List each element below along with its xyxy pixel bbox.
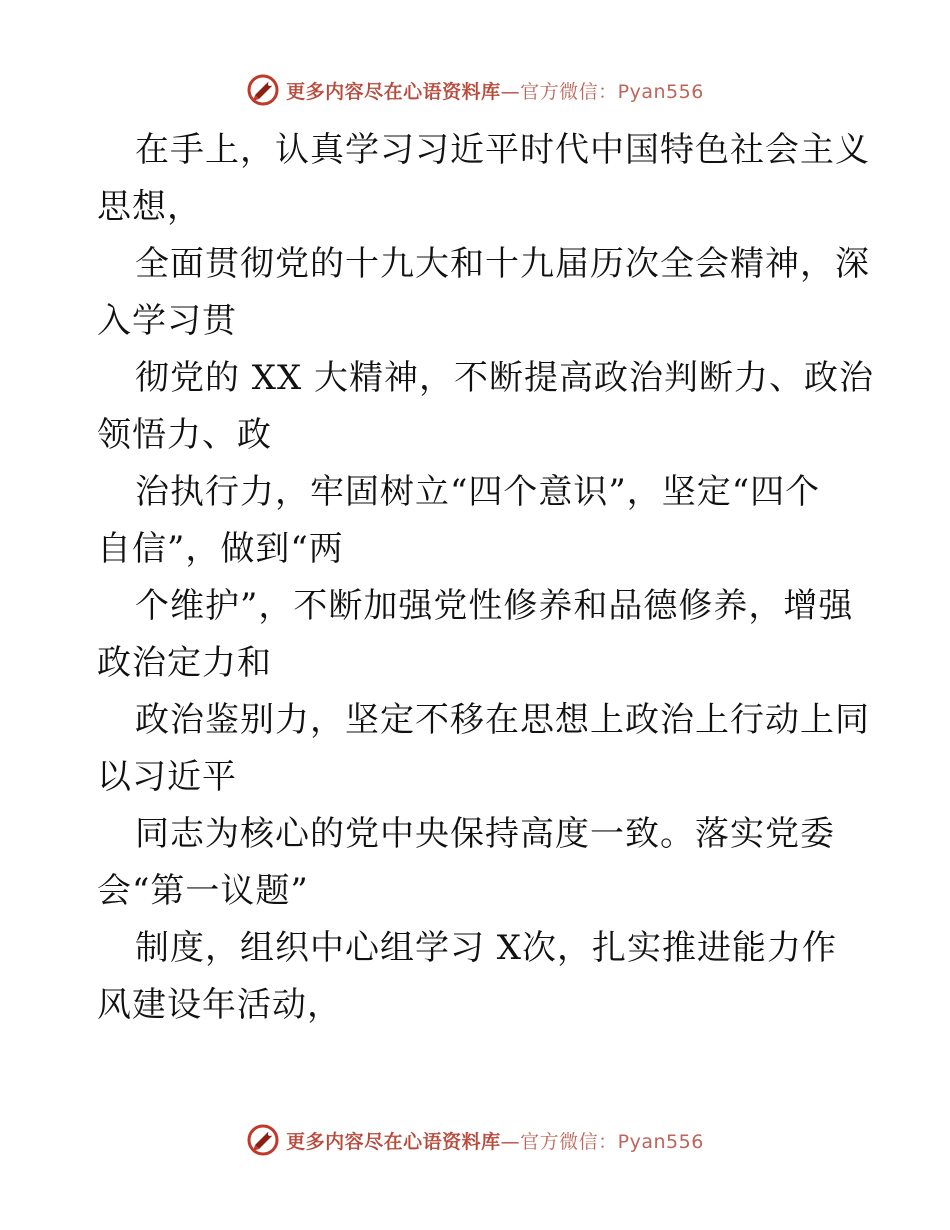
header-banner [0, 70, 950, 110]
body-line-3: 全面贯彻党的十九大和十九届历次全会精神，深 [135, 244, 870, 284]
header-separator: — [500, 80, 521, 103]
body-line-16: 风建设年活动， [97, 985, 342, 1025]
header-site-text: 更多内容尽在心语资料库 [286, 80, 501, 103]
body-line-5: 彻党的 XX 大精神，不断提高政治判断力、政治 [135, 358, 875, 398]
body-line-13: 同志为核心的党中央保持高度一致。落实党委 [135, 814, 835, 854]
footer-banner-inner [246, 1123, 704, 1157]
body-line-11: 政治鉴别力，坚定不移在思想上政治上行动上同 [135, 700, 870, 740]
footer-banner [0, 1120, 950, 1160]
footer-wechat-text: 官方微信：Pyan556 [520, 1130, 704, 1153]
body-line-15: 制度，组织中心组学习 X次，扎实推进能力作 [135, 928, 838, 968]
body-line-2: 思想， [97, 187, 202, 227]
body-line-9: 个维护”，不断加强党性修养和品德修养，增强 [135, 586, 854, 626]
body-line-6: 领悟力、政 [97, 415, 272, 455]
header-wechat-text: 官方微信：Pyan556 [520, 80, 704, 103]
header-banner-inner [246, 73, 704, 107]
body-line-7: 治执行力，牢固树立“四个意识”，坚定“四个 [135, 472, 821, 512]
pen-logo-icon [246, 73, 280, 107]
footer-separator: — [500, 1130, 521, 1153]
footer-site-text: 更多内容尽在心语资料库 [286, 1130, 501, 1153]
footer-banner-text [286, 1127, 704, 1154]
body-line-12: 以习近平 [97, 757, 237, 797]
body-line-4: 入学习贯 [97, 301, 237, 341]
body-line-1: 在手上，认真学习习近平时代中国特色社会主义 [135, 130, 870, 170]
header-banner-text [286, 77, 704, 104]
document-body [97, 122, 875, 1034]
body-line-8: 自信”，做到“两 [97, 529, 344, 569]
body-line-10: 政治定力和 [97, 643, 272, 683]
body-line-14: 会“第一议题” [97, 871, 309, 911]
pen-logo-icon [246, 1123, 280, 1157]
